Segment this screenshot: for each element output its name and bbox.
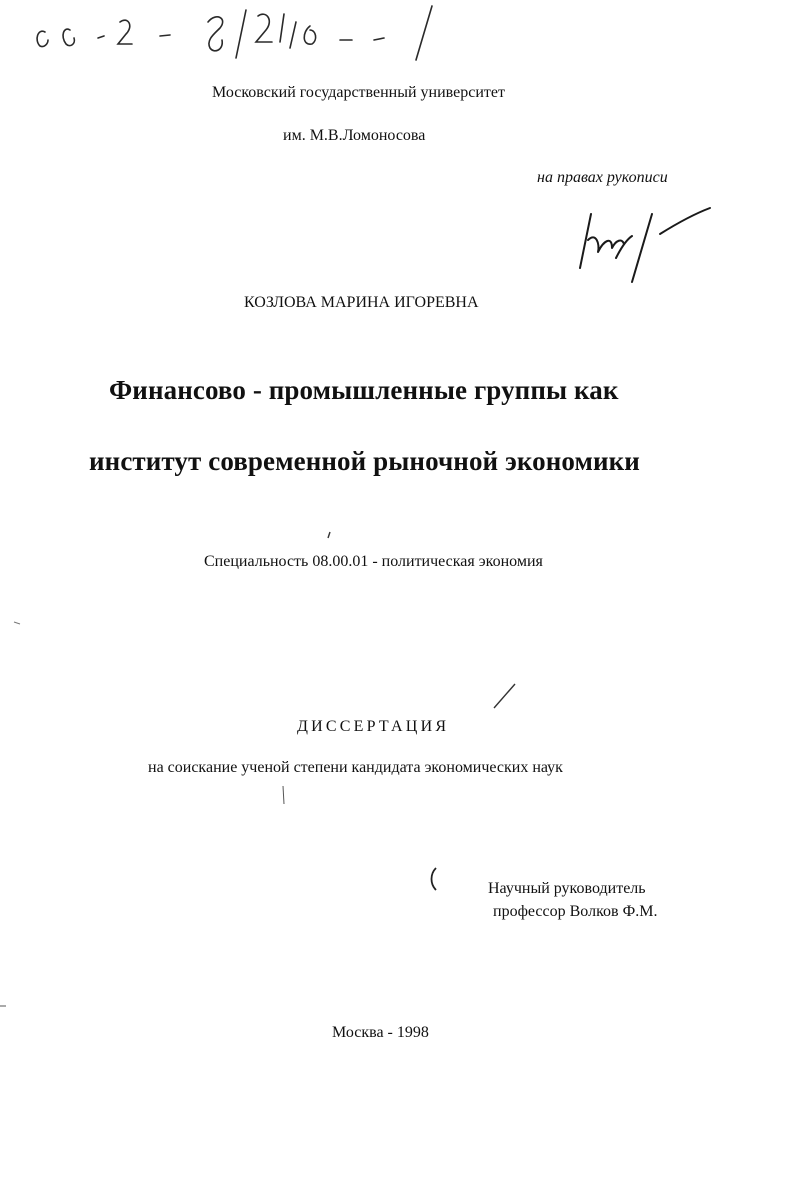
advisor-name: профессор Волков Ф.М. [493, 903, 658, 920]
stray-mark [14, 622, 20, 624]
university-named: им. М.В.Ломоносова [283, 127, 426, 144]
signature [580, 208, 710, 282]
stray-mark [328, 532, 330, 538]
specialty: Специальность 08.00.01 - политическая экономия [204, 553, 543, 570]
degree-statement: на соискание ученой степени кандидата экономических наук [148, 759, 563, 776]
archive-number-scribble [37, 6, 432, 60]
author-name: КОЗЛОВА МАРИНА ИГОРЕВНА [244, 294, 479, 311]
stray-mark [494, 684, 515, 708]
city-year: Москва - 1998 [332, 1024, 429, 1041]
thesis-title-line-1: Финансово - промышленные группы как [109, 375, 619, 405]
stray-mark [283, 786, 284, 804]
thesis-title-line-2: институт современной рыночной экономики [89, 446, 640, 476]
stray-mark [432, 868, 437, 890]
document-type: ДИССЕРТАЦИЯ [297, 718, 450, 735]
advisor-label: Научный руководитель [488, 880, 646, 897]
manuscript-note: на правах рукописи [537, 169, 668, 186]
university-name: Московский государственный университет [212, 84, 505, 101]
